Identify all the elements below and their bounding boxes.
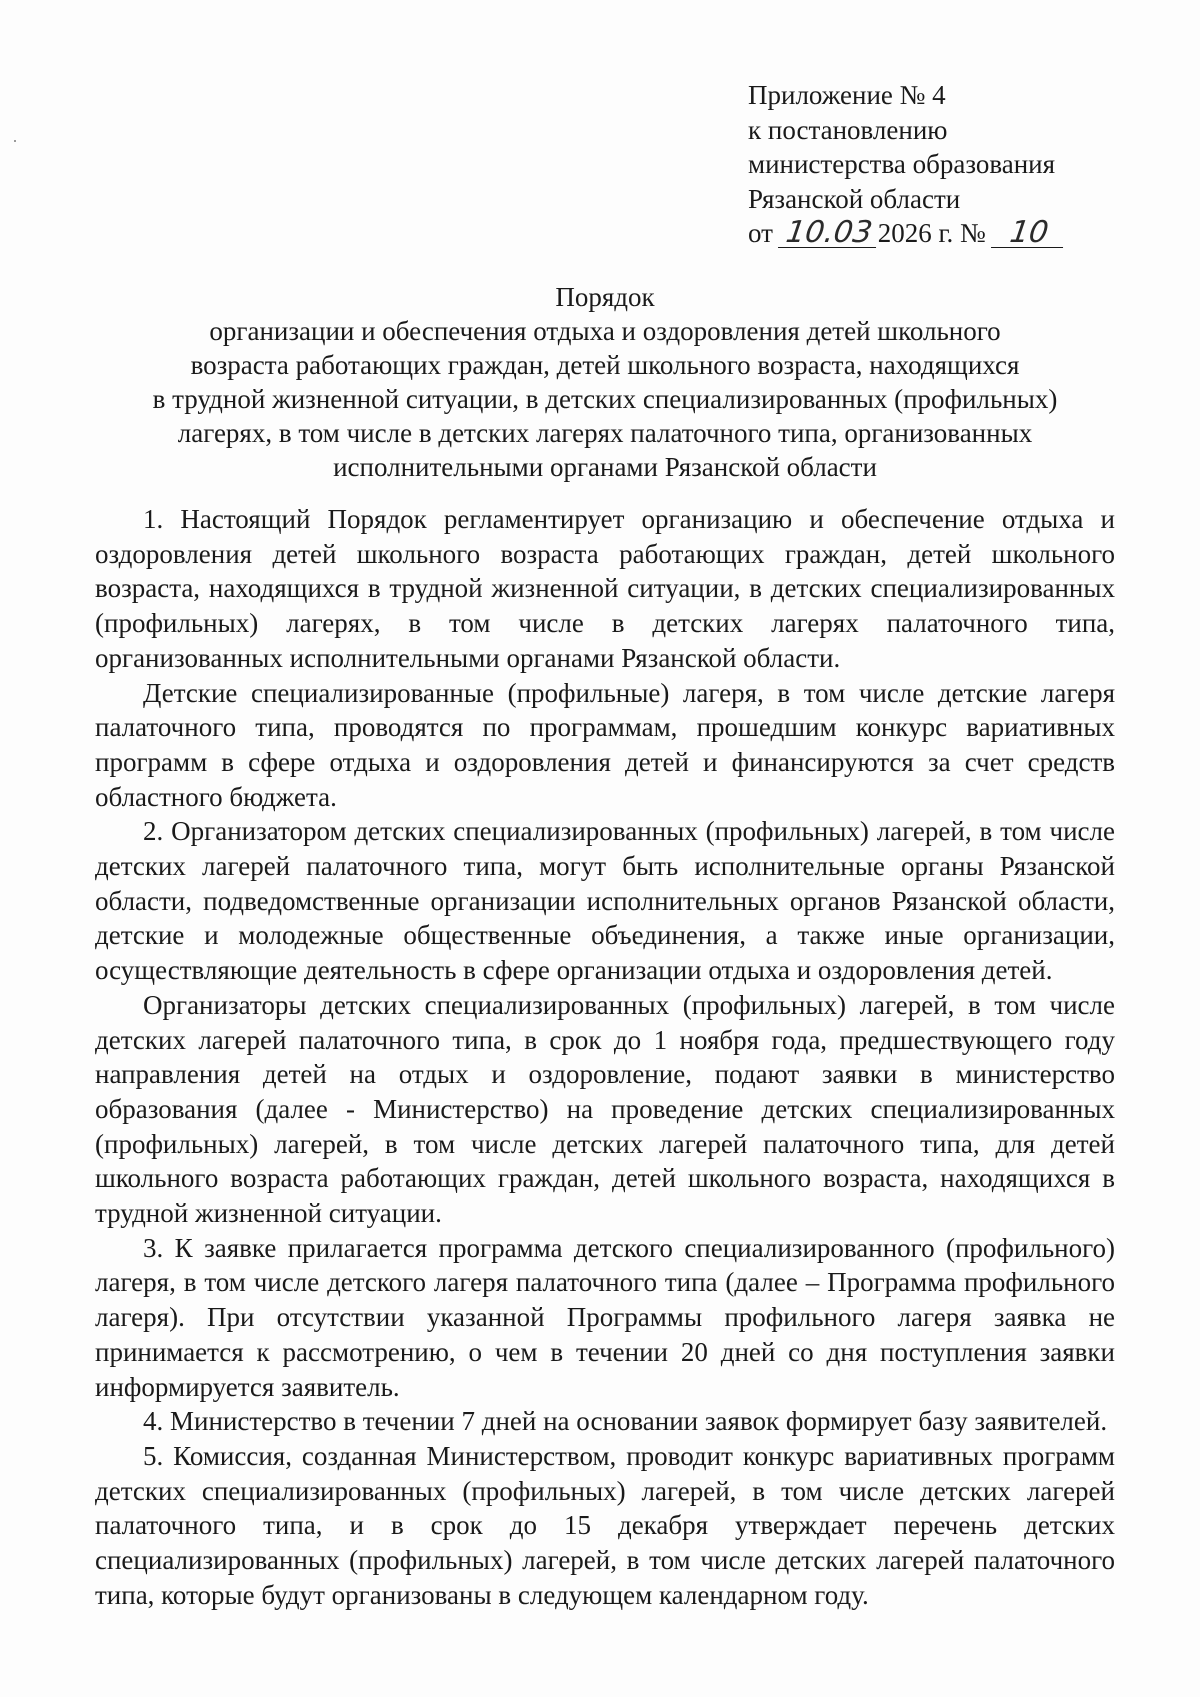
title-line-6: исполнительными органами Рязанской области	[333, 452, 877, 482]
handwritten-date: 10.03	[778, 219, 880, 248]
appendix-date-line	[748, 216, 1168, 251]
document-title	[95, 280, 1115, 484]
date-prefix: от	[748, 218, 773, 248]
paragraph-6: 4. Министерство в течении 7 дней на основании заявок формирует базу заявителей.	[143, 1406, 1108, 1437]
paragraph-3: 2. Организатором детских специализированных (профильных) лагерей, в том числе детских лагерей палаточного типа, могут быть исполнительные органы Рязанской области, подведомственные организации исполнительных органов Рязанской области, детские и молодежные общественные объединения, а также иные организации, осуществляющие деятельность в сфере организации отдыха и оздоровления детей.	[95, 816, 1115, 986]
paragraph-5: 3. К заявке прилагается программа детского специализированного (профильного) лагеря, в том числе детского лагеря палаточного типа (далее – Программа профильного лагеря). При отсутствии указанной Программы профильного лагеря заявка не принимается к рассмотрению, о чем в течении 20 дней со дня поступления заявки информируется заявитель.	[95, 1232, 1115, 1402]
document-body	[95, 502, 1115, 1613]
date-suffix: 2026 г. №	[877, 218, 986, 248]
title-line-2: организации и обеспечения отдыха и оздоровления детей школьного	[209, 316, 1001, 346]
appendix-line-3: министерства образования	[748, 149, 1056, 179]
title-line-3: возраста работающих граждан, детей школьного возраста, находящихся	[190, 350, 1020, 380]
appendix-line-4: Рязанской области	[748, 183, 961, 214]
handwritten-number: 10	[990, 219, 1066, 248]
paragraph-2: Детские специализированные (профильные) лагеря, в том числе детские лагеря палаточного типа, проводятся по программам, прошедшим конкурс вариативных программ в сфере отдыха и оздоровления детей и финансируются за счет средств областного бюджета.	[95, 677, 1115, 812]
scan-speck	[14, 140, 16, 142]
paragraph-1: 1. Настоящий Порядок регламентирует организацию и обеспечение отдыха и оздоровления детей школьного возраста работающих граждан, детей школьного возраста, находящихся в трудной жизненной ситуации, в детских специализированных (профильных) лагерях, в том числе в детских лагерях палаточного типа, организованных исполнительными органами Рязанской области.	[95, 504, 1115, 673]
appendix-line-1: Приложение № 4	[748, 80, 946, 110]
paragraph-4: Организаторы детских специализированных (профильных) лагерей, в том числе детских лагерей палаточного типа, в срок до 1 ноября года, предшествующего году направления детей на отдых и оздоровление, подают заявки в министерство образования (далее - Министерство) на проведение детских специализированных (профильных) лагерей, в том числе детских лагерей палаточного типа, для детей школьного возраста работающих граждан, детей школьного возраста, находящихся в трудной жизненной ситуации.	[95, 989, 1115, 1229]
appendix-header	[748, 78, 1168, 251]
paragraph-7: 5. Комиссия, созданная Министерством, проводит конкурс вариативных программ детских специализированных (профильных) лагерей, в том числе детских лагерей палаточного типа, и в срок до 15 декабря утверждает перечень детских специализированных (профильных) лагерей, в том числе детских лагерей палаточного типа, которые будут организованы в следующем календарном году.	[95, 1440, 1115, 1610]
title-line-1: Порядок	[555, 282, 655, 312]
appendix-line-2: к постановлению	[748, 114, 948, 145]
title-line-4: в трудной жизненной ситуации, в детских специализированных (профильных)	[152, 384, 1058, 414]
title-line-5: лагерях, в том числе в детских лагерях палаточного типа, организованных	[177, 418, 1033, 448]
